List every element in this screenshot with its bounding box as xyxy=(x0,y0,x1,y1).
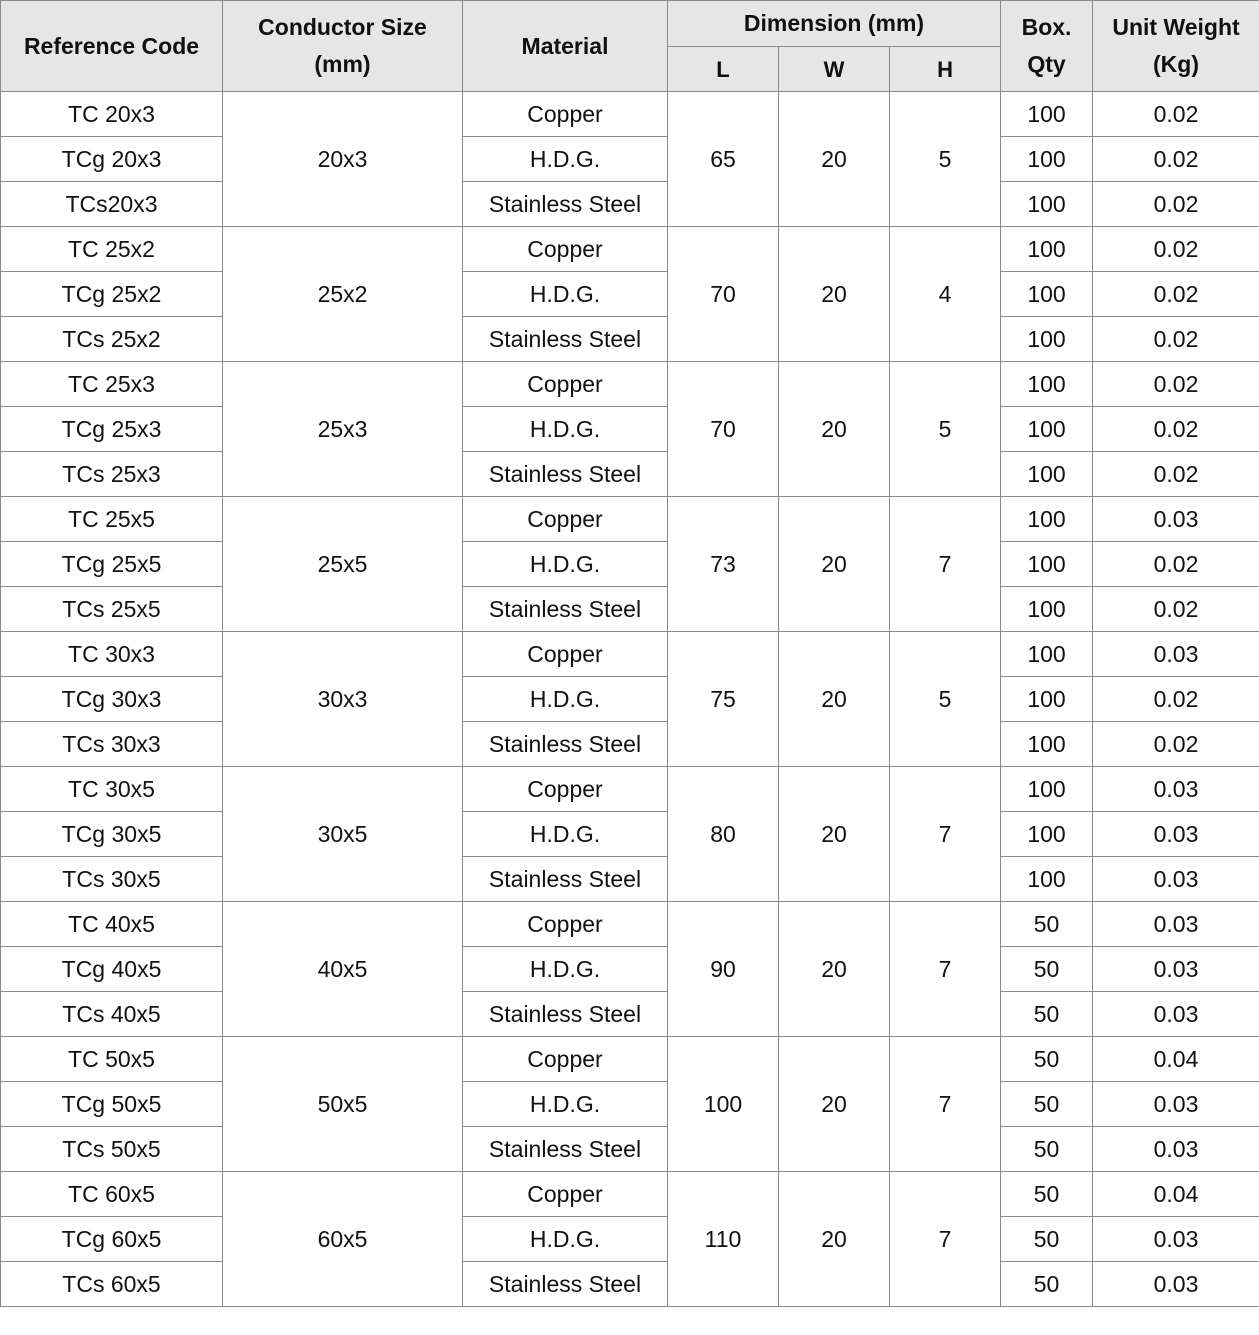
conductor-size-cell: 30x3 xyxy=(223,632,463,767)
dimension-l-cell: 65 xyxy=(668,92,779,227)
table-row xyxy=(1,857,1259,902)
unit-weight-cell: 0.02 xyxy=(1093,317,1259,362)
material-cell: Copper xyxy=(463,497,668,542)
box-qty-cell: 100 xyxy=(1001,317,1093,362)
header-box-qty-line2: Qty xyxy=(1027,51,1066,77)
material-cell: Copper xyxy=(463,902,668,947)
table-row xyxy=(1,1082,1259,1127)
table-row xyxy=(1,587,1259,632)
reference-code-cell: TCg 60x5 xyxy=(1,1217,223,1262)
table-row xyxy=(1,227,1259,272)
material-cell: Stainless Steel xyxy=(463,587,668,632)
dimension-l-cell: 90 xyxy=(668,902,779,1037)
table-row xyxy=(1,272,1259,317)
material-cell: Stainless Steel xyxy=(463,722,668,767)
table-row xyxy=(1,1172,1259,1217)
reference-code-cell: TCg 50x5 xyxy=(1,1082,223,1127)
unit-weight-cell: 0.02 xyxy=(1093,407,1259,452)
reference-code-cell: TCs 60x5 xyxy=(1,1262,223,1307)
reference-code-cell: TC 40x5 xyxy=(1,902,223,947)
conductor-size-cell: 25x5 xyxy=(223,497,463,632)
dimension-w-cell: 20 xyxy=(779,227,890,362)
dimension-w-cell: 20 xyxy=(779,902,890,1037)
material-cell: Stainless Steel xyxy=(463,1262,668,1307)
material-cell: Copper xyxy=(463,1172,668,1217)
unit-weight-cell: 0.03 xyxy=(1093,497,1259,542)
dimension-h-cell: 5 xyxy=(890,92,1001,227)
material-cell: H.D.G. xyxy=(463,137,668,182)
material-cell: Copper xyxy=(463,362,668,407)
unit-weight-cell: 0.02 xyxy=(1093,182,1259,227)
box-qty-cell: 100 xyxy=(1001,812,1093,857)
box-qty-cell: 100 xyxy=(1001,587,1093,632)
table-row xyxy=(1,1217,1259,1262)
box-qty-cell: 100 xyxy=(1001,92,1093,137)
box-qty-cell: 50 xyxy=(1001,902,1093,947)
material-cell: Copper xyxy=(463,227,668,272)
material-cell: H.D.G. xyxy=(463,542,668,587)
box-qty-cell: 50 xyxy=(1001,1127,1093,1172)
table-row xyxy=(1,542,1259,587)
dimension-w-cell: 20 xyxy=(779,1037,890,1172)
material-cell: Stainless Steel xyxy=(463,317,668,362)
box-qty-cell: 50 xyxy=(1001,1082,1093,1127)
reference-code-cell: TCg 25x5 xyxy=(1,542,223,587)
unit-weight-cell: 0.04 xyxy=(1093,1172,1259,1217)
reference-code-cell: TC 60x5 xyxy=(1,1172,223,1217)
reference-code-cell: TC 25x3 xyxy=(1,362,223,407)
header-material xyxy=(463,1,668,92)
box-qty-cell: 100 xyxy=(1001,722,1093,767)
box-qty-cell: 50 xyxy=(1001,947,1093,992)
dimension-h-cell: 7 xyxy=(890,497,1001,632)
unit-weight-cell: 0.02 xyxy=(1093,722,1259,767)
material-cell: Stainless Steel xyxy=(463,1127,668,1172)
header-dimension-h: H xyxy=(890,47,1001,92)
reference-code-cell: TCg 25x3 xyxy=(1,407,223,452)
reference-code-cell: TC 30x3 xyxy=(1,632,223,677)
table-row xyxy=(1,407,1259,452)
table-row xyxy=(1,1262,1259,1307)
header-dimension-l: L xyxy=(668,47,779,92)
table-row xyxy=(1,947,1259,992)
dimension-l-cell: 70 xyxy=(668,362,779,497)
reference-code-cell: TCs 40x5 xyxy=(1,992,223,1037)
unit-weight-cell: 0.02 xyxy=(1093,137,1259,182)
box-qty-cell: 100 xyxy=(1001,767,1093,812)
box-qty-cell: 100 xyxy=(1001,542,1093,587)
dimension-h-cell: 7 xyxy=(890,1037,1001,1172)
table-row xyxy=(1,632,1259,677)
reference-code-cell: TCs 25x3 xyxy=(1,452,223,497)
reference-code-cell: TCg 25x2 xyxy=(1,272,223,317)
dimension-l-cell: 70 xyxy=(668,227,779,362)
unit-weight-cell: 0.02 xyxy=(1093,227,1259,272)
box-qty-cell: 100 xyxy=(1001,407,1093,452)
unit-weight-cell: 0.03 xyxy=(1093,1262,1259,1307)
reference-code-cell: TC 25x2 xyxy=(1,227,223,272)
unit-weight-cell: 0.03 xyxy=(1093,992,1259,1037)
box-qty-cell: 100 xyxy=(1001,272,1093,317)
material-cell: H.D.G. xyxy=(463,1217,668,1262)
dimension-w-cell: 20 xyxy=(779,497,890,632)
material-cell: H.D.G. xyxy=(463,677,668,722)
box-qty-cell: 100 xyxy=(1001,497,1093,542)
unit-weight-cell: 0.03 xyxy=(1093,632,1259,677)
dimension-l-cell: 75 xyxy=(668,632,779,767)
table-row xyxy=(1,92,1259,137)
material-cell: Copper xyxy=(463,632,668,677)
reference-code-cell: TCs 50x5 xyxy=(1,1127,223,1172)
reference-code-cell: TCg 30x3 xyxy=(1,677,223,722)
table-row xyxy=(1,902,1259,947)
table-row xyxy=(1,497,1259,542)
conductor-size-cell: 40x5 xyxy=(223,902,463,1037)
box-qty-cell: 100 xyxy=(1001,137,1093,182)
reference-code-cell: TCs 30x3 xyxy=(1,722,223,767)
conductor-size-cell: 50x5 xyxy=(223,1037,463,1172)
dimension-l-cell: 73 xyxy=(668,497,779,632)
dimension-h-cell: 7 xyxy=(890,767,1001,902)
header-unit-weight-line1: Unit Weight xyxy=(1112,14,1240,40)
conductor-size-cell: 25x3 xyxy=(223,362,463,497)
material-cell: Copper xyxy=(463,767,668,812)
header-reference-code xyxy=(1,1,223,92)
header-dimension xyxy=(668,1,1001,47)
material-cell: H.D.G. xyxy=(463,812,668,857)
box-qty-cell: 100 xyxy=(1001,452,1093,497)
header-material-label: Material xyxy=(521,32,609,59)
table-header xyxy=(1,1,1259,92)
header-unit-weight-line2: (Kg) xyxy=(1153,51,1199,77)
unit-weight-cell: 0.02 xyxy=(1093,452,1259,497)
unit-weight-cell: 0.03 xyxy=(1093,947,1259,992)
table-row xyxy=(1,137,1259,182)
header-unit-weight xyxy=(1093,1,1259,92)
dimension-w-cell: 20 xyxy=(779,767,890,902)
box-qty-cell: 100 xyxy=(1001,632,1093,677)
header-conductor-size-line2: (mm) xyxy=(314,51,371,77)
dimension-w-cell: 20 xyxy=(779,92,890,227)
material-cell: H.D.G. xyxy=(463,947,668,992)
box-qty-cell: 100 xyxy=(1001,677,1093,722)
material-cell: Stainless Steel xyxy=(463,992,668,1037)
box-qty-cell: 50 xyxy=(1001,1217,1093,1262)
box-qty-cell: 100 xyxy=(1001,857,1093,902)
dimension-h-cell: 7 xyxy=(890,902,1001,1037)
dimension-h-cell: 5 xyxy=(890,362,1001,497)
reference-code-cell: TCg 20x3 xyxy=(1,137,223,182)
table-body xyxy=(1,92,1259,1307)
unit-weight-cell: 0.03 xyxy=(1093,857,1259,902)
unit-weight-cell: 0.04 xyxy=(1093,1037,1259,1082)
material-cell: Copper xyxy=(463,92,668,137)
table-row xyxy=(1,812,1259,857)
dimension-h-cell: 4 xyxy=(890,227,1001,362)
unit-weight-cell: 0.02 xyxy=(1093,92,1259,137)
header-box-qty-line1: Box. xyxy=(1021,14,1072,40)
conductor-size-cell: 30x5 xyxy=(223,767,463,902)
dimension-l-cell: 80 xyxy=(668,767,779,902)
reference-code-cell: TCg 40x5 xyxy=(1,947,223,992)
header-dimension-w: W xyxy=(779,47,890,92)
dimension-l-cell: 110 xyxy=(668,1172,779,1307)
material-cell: Stainless Steel xyxy=(463,182,668,227)
table-row xyxy=(1,317,1259,362)
box-qty-cell: 50 xyxy=(1001,1172,1093,1217)
unit-weight-cell: 0.03 xyxy=(1093,1217,1259,1262)
unit-weight-cell: 0.03 xyxy=(1093,1127,1259,1172)
header-box-qty xyxy=(1001,1,1093,92)
dimension-h-cell: 5 xyxy=(890,632,1001,767)
reference-code-cell: TC 20x3 xyxy=(1,92,223,137)
conductor-size-cell: 60x5 xyxy=(223,1172,463,1307)
material-cell: H.D.G. xyxy=(463,407,668,452)
reference-code-cell: TC 25x5 xyxy=(1,497,223,542)
header-reference-code-label: Reference Code xyxy=(23,32,200,59)
unit-weight-cell: 0.03 xyxy=(1093,767,1259,812)
material-cell: Copper xyxy=(463,1037,668,1082)
reference-code-cell: TCs 25x5 xyxy=(1,587,223,632)
dimension-w-cell: 20 xyxy=(779,632,890,767)
reference-code-cell: TC 30x5 xyxy=(1,767,223,812)
material-cell: Stainless Steel xyxy=(463,857,668,902)
header-dimension-label: Dimension (mm) xyxy=(743,10,925,36)
table-row xyxy=(1,1127,1259,1172)
table-row xyxy=(1,182,1259,227)
material-cell: H.D.G. xyxy=(463,1082,668,1127)
box-qty-cell: 50 xyxy=(1001,992,1093,1037)
unit-weight-cell: 0.02 xyxy=(1093,677,1259,722)
reference-code-cell: TCs 25x2 xyxy=(1,317,223,362)
dimension-h-cell: 7 xyxy=(890,1172,1001,1307)
unit-weight-cell: 0.02 xyxy=(1093,542,1259,587)
table-row xyxy=(1,767,1259,812)
table-row xyxy=(1,677,1259,722)
unit-weight-cell: 0.03 xyxy=(1093,812,1259,857)
table-row xyxy=(1,992,1259,1037)
header-conductor-size-line1: Conductor Size xyxy=(258,14,427,40)
dimension-w-cell: 20 xyxy=(779,1172,890,1307)
reference-code-cell: TC 50x5 xyxy=(1,1037,223,1082)
box-qty-cell: 100 xyxy=(1001,227,1093,272)
conductor-size-cell: 25x2 xyxy=(223,227,463,362)
reference-code-cell: TCg 30x5 xyxy=(1,812,223,857)
unit-weight-cell: 0.02 xyxy=(1093,272,1259,317)
unit-weight-cell: 0.03 xyxy=(1093,1082,1259,1127)
box-qty-cell: 50 xyxy=(1001,1037,1093,1082)
reference-code-cell: TCs 30x5 xyxy=(1,857,223,902)
table-row xyxy=(1,722,1259,767)
header-row-top xyxy=(1,1,1259,47)
box-qty-cell: 100 xyxy=(1001,362,1093,407)
table-row xyxy=(1,452,1259,497)
unit-weight-cell: 0.02 xyxy=(1093,362,1259,407)
unit-weight-cell: 0.03 xyxy=(1093,902,1259,947)
material-cell: Stainless Steel xyxy=(463,452,668,497)
table-row xyxy=(1,362,1259,407)
box-qty-cell: 100 xyxy=(1001,182,1093,227)
dimension-l-cell: 100 xyxy=(668,1037,779,1172)
box-qty-cell: 50 xyxy=(1001,1262,1093,1307)
unit-weight-cell: 0.02 xyxy=(1093,587,1259,632)
dimension-w-cell: 20 xyxy=(779,362,890,497)
header-conductor-size xyxy=(223,1,463,92)
conductor-size-cell: 20x3 xyxy=(223,92,463,227)
reference-code-cell: TCs20x3 xyxy=(1,182,223,227)
material-cell: H.D.G. xyxy=(463,272,668,317)
table-row xyxy=(1,1037,1259,1082)
